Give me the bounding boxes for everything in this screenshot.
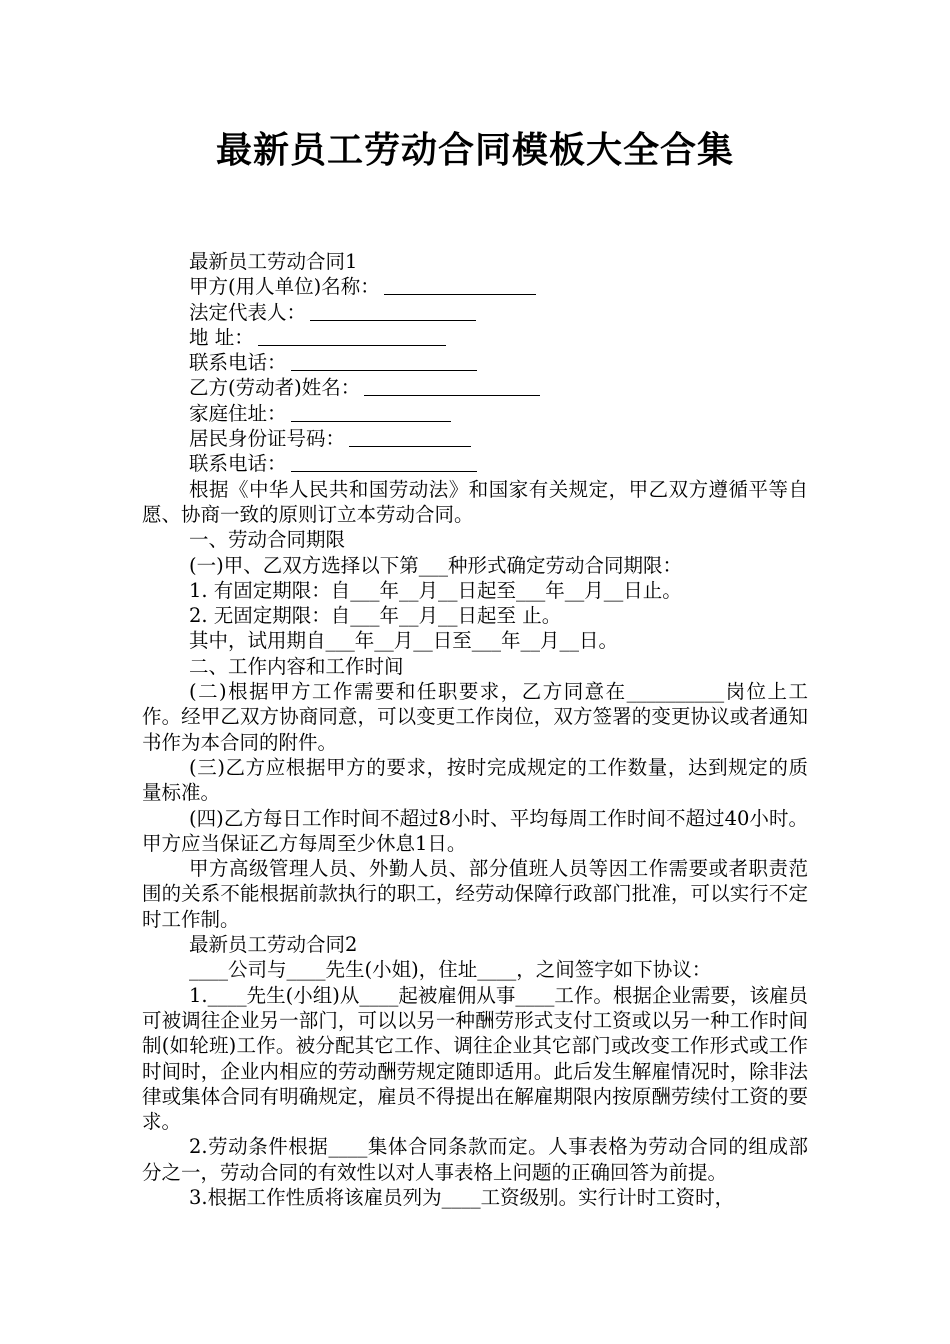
clause-term-form: (一)甲、乙双方选择以下第___种形式确定劳动合同期限： <box>189 553 682 577</box>
section-heading-term: 一、劳动合同期限 <box>189 528 346 552</box>
field-label: 乙方(劳动者)姓名： <box>189 376 361 400</box>
field-legal-representative <box>142 300 808 325</box>
paragraph-employment: 1.____先生(小组)从____起被雇佣从事____工作。根据企业需要，该雇员可被调往企业另一部门，可以以另一种酬劳形式支付工资或以另一种工作时间制(如轮班)工作。被分配其它工作、调往企业其它部门或改变工作形式或工作时间时，企业内相应的劳动酬劳规定随即适用。此后发生解雇情况时，除非法律或集体合同有明确规定，雇员不得提出在解雇期限内按原酬劳续付工资的要求。 <box>142 983 808 1134</box>
blank-underline <box>258 327 446 346</box>
field-employer-name <box>142 274 808 299</box>
paragraph-wage-grade: 3.根据工作性质将该雇员列为____工资级别。实行计时工资时， <box>189 1185 735 1209</box>
paragraph-position: (二)根据甲方工作需要和任职要求，乙方同意在__________岗位上工作。经甲乙双方协商同意，可以变更工作岗位，双方签署的变更协议或者通知书作为本合同的附件。 <box>142 680 808 754</box>
field-label: 家庭住址： <box>189 401 287 425</box>
section-heading-work: 二、工作内容和工作时间 <box>189 654 404 678</box>
blank-underline <box>364 377 540 396</box>
paragraph-working-hours: (四)乙方每日工作时间不超过8小时、平均每周工作时间不超过40小时。甲方应当保证乙方每周至少休息1日。 <box>142 806 808 855</box>
field-employee-name <box>142 375 808 400</box>
field-label: 居民身份证号码： <box>189 427 346 451</box>
field-id-number <box>142 426 808 451</box>
field-address <box>142 325 808 350</box>
field-label: 法定代表人： <box>189 300 307 324</box>
section-heading-contract-1: 最新员工劳动合同1 <box>189 250 358 273</box>
section-heading-contract-2: 最新员工劳动合同2 <box>189 933 358 957</box>
document-title: 最新员工劳动合同模板大全合集 <box>215 130 734 171</box>
blank-underline <box>310 302 476 321</box>
paragraph-preamble: 根据《中华人民共和国劳动法》和国家有关规定，甲乙双方遵循平等自愿、协商一致的原则订立本劳动合同。 <box>142 477 808 526</box>
clause-probation: 其中，试用期自___年__月__日至___年__月__日。 <box>189 629 619 653</box>
field-employee-phone <box>142 451 808 476</box>
field-label: 地 址： <box>189 325 254 349</box>
field-label: 联系电话： <box>189 452 287 476</box>
clause-parties: ____公司与____先生(小姐)，住址____，之间签字如下协议： <box>189 958 712 982</box>
paragraph-conditions: 2.劳动条件根据____集体合同条款而定。人事表格为劳动合同的组成部分之一，劳动合同的有效性以对人事表格上问题的正确回答为前提。 <box>142 1135 808 1184</box>
clause-fixed-term: 1. 有固定期限：自___年__月__日起至___年__月__日止。 <box>189 578 682 602</box>
blank-underline <box>291 352 477 371</box>
field-home-address <box>142 401 808 426</box>
field-label: 联系电话： <box>189 351 287 375</box>
blank-underline <box>291 453 477 472</box>
field-label: 甲方(用人单位)名称： <box>189 275 380 299</box>
blank-underline <box>291 403 451 422</box>
clause-open-term: 2. 无固定期限：自___年__月__日起至 止。 <box>189 604 562 628</box>
field-employer-phone <box>142 350 808 375</box>
blank-underline <box>349 428 471 447</box>
blank-underline <box>384 276 536 295</box>
paragraph-quota: (三)乙方应根据甲方的要求，按时完成规定的工作数量，达到规定的质量标准。 <box>142 755 808 805</box>
paragraph-flexible-hours: 甲方高级管理人员、外勤人员、部分值班人员等因工作需要或者职责范围的关系不能根据前款执行的职工，经劳动保障行政部门批准，可以实行不定时工作制。 <box>142 857 808 931</box>
document-body <box>142 249 808 1210</box>
